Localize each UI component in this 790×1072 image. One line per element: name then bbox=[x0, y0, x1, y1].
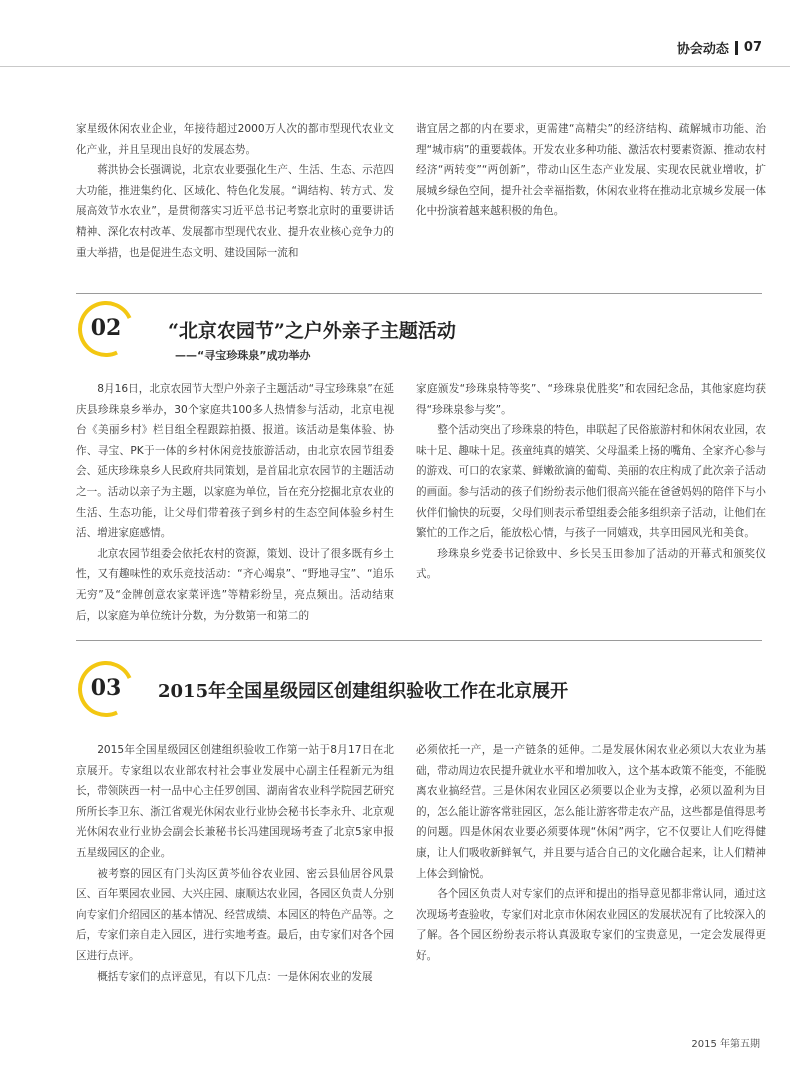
section-3-left-column bbox=[76, 740, 394, 987]
section-3-right-column bbox=[416, 740, 766, 967]
section-2-title: “北京农园节”之户外亲子主题活动 bbox=[168, 320, 456, 342]
section-number-badge bbox=[78, 301, 134, 357]
header-rule bbox=[0, 66, 790, 67]
section-2-right-column bbox=[416, 379, 766, 585]
page-header bbox=[677, 38, 762, 57]
paragraph: 珍珠泉乡党委书记徐致中、乡长吴玉田参加了活动的开幕式和颁奖仪式。 bbox=[416, 547, 766, 581]
paragraph: 概括专家们的点评意见，有以下几点：一是休闲农业的发展 bbox=[97, 970, 373, 983]
page-number: 07 bbox=[743, 40, 762, 55]
section-number-badge bbox=[78, 661, 134, 717]
section-3-divider bbox=[76, 640, 762, 641]
paragraph: 家庭颁发“珍珠泉特等奖”、“珍珠泉优胜奖”和农园纪念品，其他家庭均获得“珍珠泉参与奖”。 bbox=[416, 383, 766, 416]
paragraph: 北京农园节组委会依托农村的资源，策划、设计了很多既有乡土性，又有趣味性的欢乐竞技活动：“齐心竭泉”、“野地寻宝”、“追乐无穷”及“金牌创意农家菜评选”等精彩纷呈，亮点频出。活动结束后，以家庭为单位统计分数，为分数第一和第二的 bbox=[76, 547, 394, 622]
section-2-subtitle: ——“寻宝珍珠泉”成功举办 bbox=[175, 349, 311, 362]
paragraph: 2015年全国星级园区创建组织验收工作第一站于8月17日在北京展开。专家组以农业部农村社会事业发展中心副主任程新元为组长，带领陕西一村一品中心主任罗创国、湖南省农业科学院园艺研究所所长李卫东、浙江省观光休闲农业行业协会秘书长李永升、北京观光休闲农业行业协会副会长兼秘书长冯建国现场考查了北京5家申报五星级园区的企业。 bbox=[76, 744, 394, 859]
section-3-number: 03 bbox=[90, 675, 122, 701]
paragraph: 家星级休闲农业企业，年接待超过2000万人次的都市型现代农业文化产业，并且呈现出良好的发展态势。 bbox=[76, 123, 394, 156]
paragraph: 整个活动突出了珍珠泉的特色，串联起了民俗旅游村和休闲农业园，农味十足、趣味十足。孩童纯真的嬉笑、父母温柔上扬的嘴角、全家齐心参与的游戏、可口的农家菜、鲜嫩欲滴的葡萄、美丽的农庄构成了此次亲子活动的画面。参与活动的孩子们纷纷表示他们很高兴能在爸爸妈妈的陪伴下与小伙伴们愉快的玩耍，父母们则表示希望组委会能多组织亲子活动，让他们在繁忙的工作之后，能放松心情，与孩子一同嬉戏，共享田园风光和美食。 bbox=[416, 424, 766, 540]
section-2-divider bbox=[76, 293, 762, 294]
section-2-left-column bbox=[76, 379, 394, 626]
paragraph: 被考察的园区有门头沟区黄芩仙谷农业园、密云县仙居谷风景区、百年栗园农业园、大兴庄园、康顺达农业园，各园区负责人分别向专家们介绍园区的基本情况、经营成绩、本园区的特色产品等。之后，专家们亲自走入园区，进行实地考查。最后，由专家们对各个园区进行点评。 bbox=[76, 867, 394, 962]
paragraph: 谐宜居之都的内在要求，更需建“高精尖”的经济结构、疏解城市功能、治理“城市病”的重要载体。开发农业多种功能、激活农村要素资源、推动农村经济“两转变”“两创新”，带动山区生态产业发展、实现农民就业增收，扩展城乡绿色空间，提升社会幸福指数，休闲农业将在推动北京城乡发展一体化中扮演着越来越积极的角色。 bbox=[416, 123, 766, 218]
paragraph: 蒋洪协会长强调说，北京农业要强化生产、生活、生态、示范四大功能，推进集约化、区域化、特色化发展。“调结构、转方式、发展高效节水农业”，是贯彻落实习近平总书记考察北京时的重要讲话精神、深化农村改革、发展都市型现代农业、提升农业核心竞争力的重大举措，也是促进生态文明、建设国际一流和 bbox=[76, 164, 394, 259]
section-2-number: 02 bbox=[90, 315, 122, 341]
header-divider bbox=[735, 41, 738, 55]
intro-left-column bbox=[76, 119, 394, 263]
issue-footer: 2015 年第五期 bbox=[691, 1039, 760, 1050]
intro-right-column bbox=[416, 119, 766, 222]
section-3-title: 2015年全国星级园区创建组织验收工作在北京展开 bbox=[158, 681, 569, 702]
paragraph: 必须依托一产，是一产链条的延伸。二是发展休闲农业必须以大农业为基础，带动周边农民提升就业水平和增加收入，这个基本政策不能变，不能脱离农业搞经营。三是休闲农业园区必须要以企业为支撑，必须以盈利为目的，怎么能让游客常驻园区，怎么能让游客带走农产品，这些都是值得思考的问题。四是休闲农业要必须要体现“休闲”两字，它不仅要让人们吃得健康，让人们吸收新鲜氧气，并且要与适合自己的文化融合起来，让人们精神上体会到愉悦。 bbox=[416, 744, 766, 880]
section-name: 协会动态 bbox=[676, 42, 729, 57]
paragraph: 8月16日，北京农园节大型户外亲子主题活动“寻宝珍珠泉”在延庆县珍珠泉乡举办，30个家庭共100多人热情参与活动，北京电视台《美丽乡村》栏目组全程跟踪拍摄、报道。该活动是集体验、协作、寻宝、PK于一体的乡村休闲竞技旅游活动，由北京农园节组委会、延庆珍珠泉乡人民政府共同策划，是首届北京农园节的主题活动之一。活动以亲子为主题，以家庭为单位，旨在充分挖掘北京农业的生活、生态功能，让父母们带着孩子到乡村的生态空间体验乡村生活、增进家庭感情。 bbox=[76, 383, 394, 540]
paragraph: 各个园区负责人对专家们的点评和提出的指导意见都非常认同，通过这次现场考查验收，专家们对北京市休闲农业园区的发展状况有了比较深入的了解。各个园区纷纷表示将认真汲取专家们的宝贵意见，一定会发展得更好。 bbox=[416, 888, 766, 962]
